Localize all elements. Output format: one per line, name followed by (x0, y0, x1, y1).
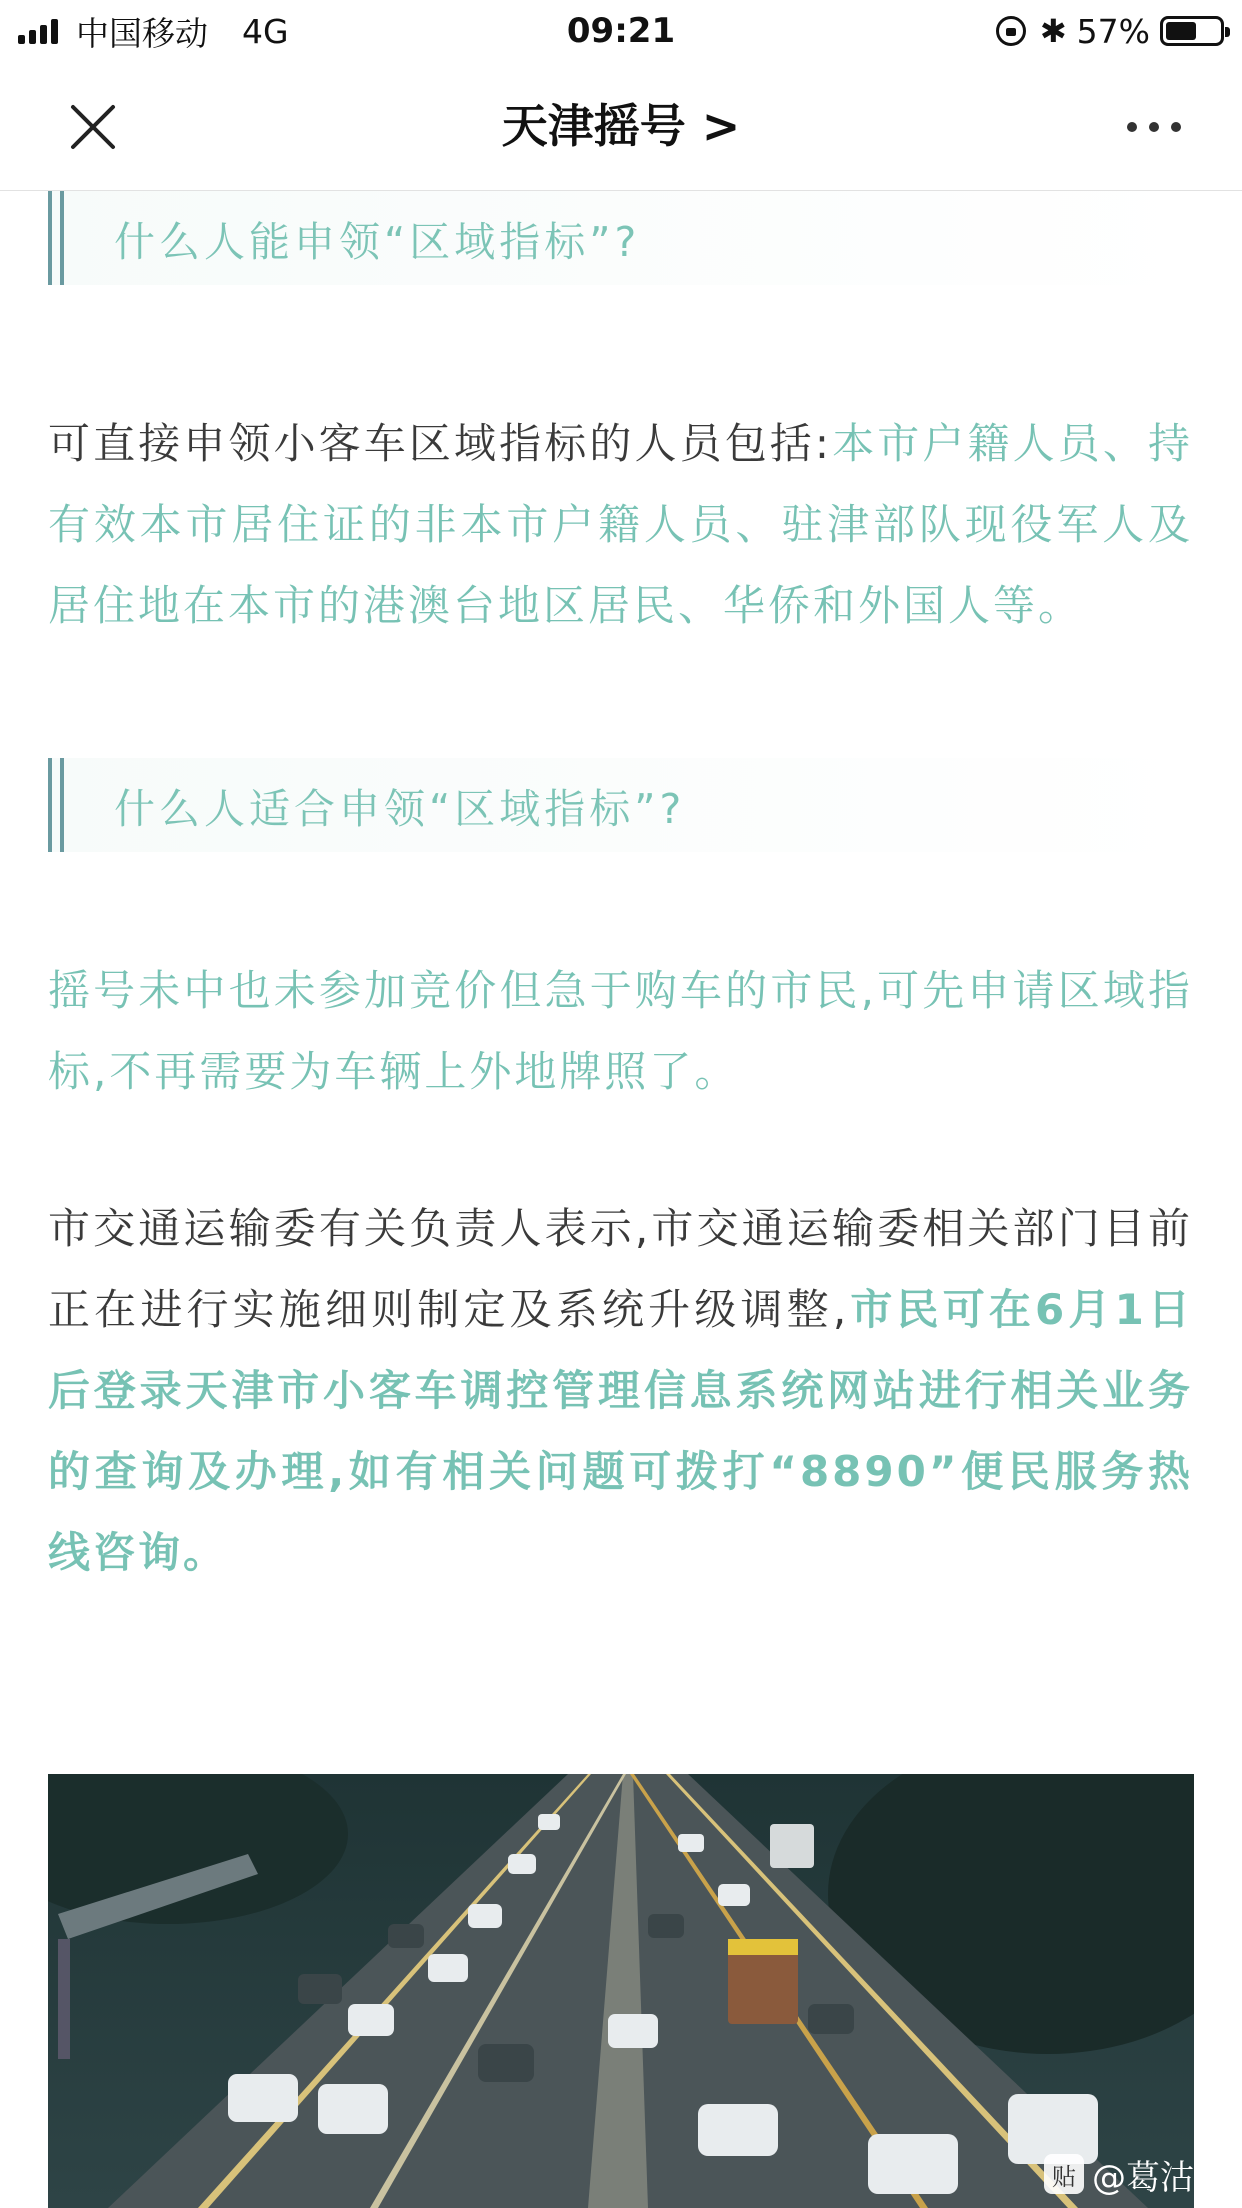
heading-bar-decoration (48, 758, 52, 852)
heading-bar-decoration (48, 191, 52, 285)
image-watermark (1044, 2150, 1194, 2198)
section-heading-text: 什么人能申领“区域指标”? (114, 217, 641, 266)
section-heading-2 (48, 758, 1193, 852)
section-heading-1 (48, 191, 1193, 285)
status-bar (0, 0, 1242, 62)
watermark-text: @葛沽 (1092, 2157, 1194, 2198)
paragraph-highlight-text: 本市户籍人员、持有效本市居住证的非本市户籍人员、驻津部队现役军人及居住地在本市的港澳台地区居民、华侨和外国人等。 (48, 419, 1193, 630)
heading-bar-decoration (60, 191, 64, 285)
article-body (48, 191, 1193, 1593)
carrier-name: 中国移动 (76, 13, 208, 53)
paragraph-3 (48, 1188, 1193, 1593)
heading-bar-decoration (60, 758, 64, 852)
battery-percent: 57% (1076, 11, 1150, 51)
traffic-photo-illustration (48, 1774, 1194, 2208)
paragraph-1 (48, 403, 1193, 646)
bluetooth-icon: ✱ (1039, 12, 1067, 50)
rotation-lock-icon (996, 16, 1026, 46)
traffic-photo (48, 1774, 1194, 2208)
paragraph-plain-text: 市交通运输委有关负责人表示,市交通运输委相关部门目前正在进行实施细则制定及系统升级调整, (48, 1204, 1193, 1334)
battery-fill (1166, 22, 1196, 40)
status-right (996, 0, 1224, 62)
account-title-link[interactable]: 天津摇号 > (501, 99, 741, 153)
network-type: 4G (242, 11, 289, 51)
battery-icon (1160, 16, 1224, 46)
paragraph-highlight-text: 市民可在6月1日后登录天津市小客车调控管理信息系统网站进行相关业务的查询及办理,如有相关问题可拨打“8890”便民服务热线咨询。 (48, 1285, 1193, 1577)
watermark-badge: 贴 (1044, 2154, 1084, 2194)
nav-bar (0, 62, 1242, 191)
more-dots-icon (1126, 121, 1182, 133)
more-button[interactable] (1114, 102, 1194, 152)
paragraph-plain-text: 可直接申领小客车区域指标的人员包括: (48, 419, 833, 468)
status-time: 09:21 (566, 11, 676, 51)
paragraph-2: 摇号未中也未参加竞价但急于购车的市民,可先申请区域指标,不再需要为车辆上外地牌照了。 (48, 966, 1193, 1096)
section-heading-text: 什么人适合申领“区域指标”? (114, 784, 686, 833)
